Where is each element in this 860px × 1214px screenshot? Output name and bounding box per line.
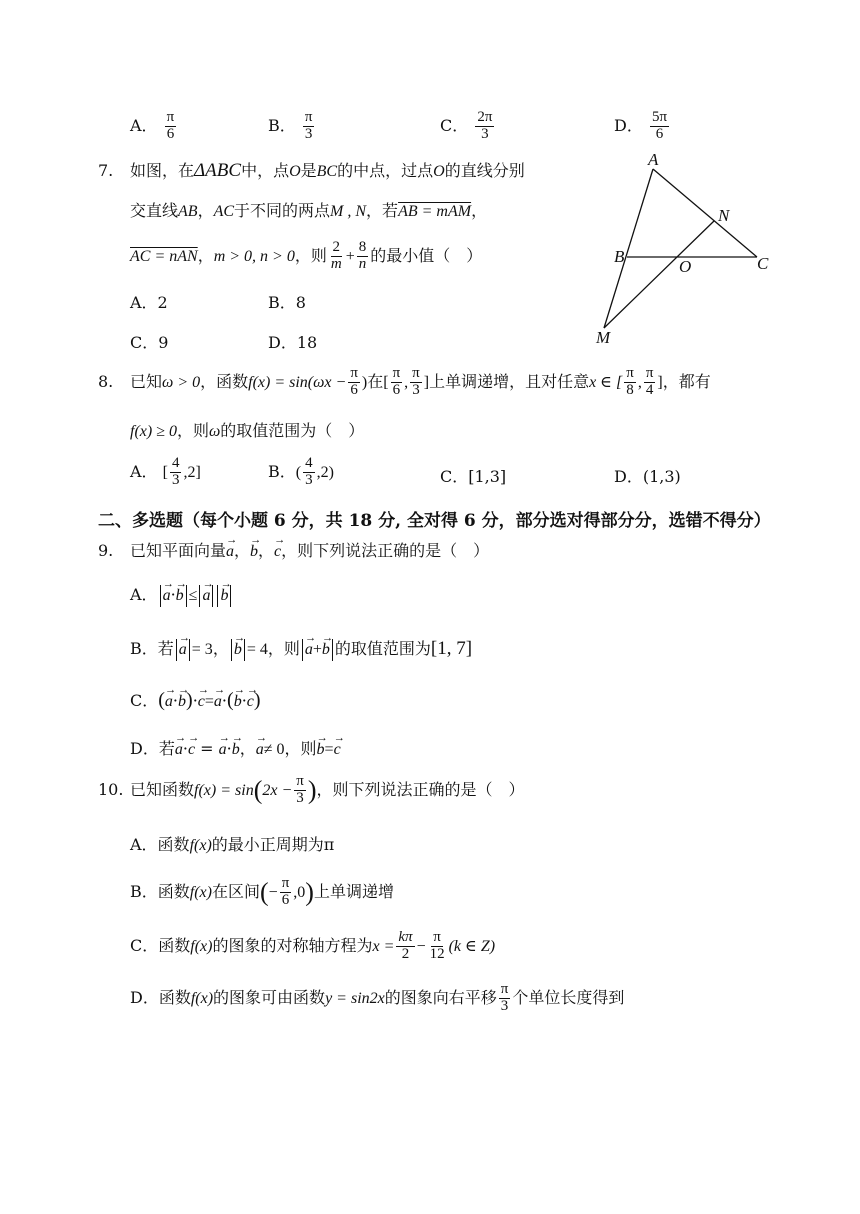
q6-option-d: D． $\frac{5\pi}{6}$ xyxy=(614,109,668,142)
q10-option-a: A．函数f(x)的最小正周期为π xyxy=(130,835,335,854)
q8-line-1: 8. 已知ω > 0，函数f(x) = sin(ωx − $\frac{\pi}{6}$ )在[ $\frac{\pi}{6}$ , $\frac{\pi}{3}$ ]上单调递增，且对任意x ∈ [ $\frac{\pi}{8}$ , $\frac{\pi}{4}$ ]，都有 xyxy=(98,365,711,398)
q10-stem: 10. 已知函数f(x) = sin(2x − $\frac{\pi}{3}$ )，则下列说法正确的是（ ） xyxy=(98,773,525,806)
label-B: B xyxy=(614,247,625,266)
q9-option-b: B．若→ a = 3，→ b = 4，则→ a+→ b 的取值范围为[1, 7] xyxy=(130,636,472,661)
q6-option-c: C． $\frac{2\pi}{3}$ xyxy=(440,109,493,142)
q6-d-fraction: $\frac{5\pi}{6}$ xyxy=(651,109,668,142)
q10-option-c: C．函数f(x)的图象的对称轴方程为x = $\frac{k\pi}{2}$ − $\frac{\pi}{12}$ (k ∈ Z) xyxy=(130,929,496,962)
q6-a-fraction: $\frac{\pi}{6}$ xyxy=(166,109,175,142)
q7-line-2: 交直线AB，AC于不同的两点M , N，若AB = mAM， xyxy=(130,201,488,220)
section-heading: 二、多选题（每个小题 6 分，共 18 分, 全对得 6 分，部分选对得部分分，选错不得分） xyxy=(98,511,771,531)
q7-option-a: A．2 xyxy=(130,293,168,312)
segment-AC xyxy=(653,169,757,257)
q9-option-c: C．(→ a·→ b)·→ c=→ a·(→ b·→ c) xyxy=(130,688,261,712)
q9-option-d: D．若→ a·→ c = → a·→ b，→ a≠ 0，则→ b=→ c xyxy=(130,736,341,759)
q7-option-d: D．18 xyxy=(268,333,318,352)
q8-option-b: B．( $\frac{4}{3}$ ,2) xyxy=(268,455,334,488)
q8-option-d: D．(1,3) xyxy=(614,467,681,486)
q6-c-fraction: $\frac{2\pi}{3}$ xyxy=(477,109,493,142)
label-M: M xyxy=(596,328,611,347)
q10-option-b: B．函数f(x)在区间(− $\frac{\pi}{6}$ ,0)上单调递增 xyxy=(130,875,394,908)
label-A: A xyxy=(648,150,659,169)
q9-stem: 9. 已知平面向量→ a，→ b，→ c，则下列说法正确的是（ ） xyxy=(98,538,489,561)
label-O: O xyxy=(679,257,692,276)
q6-b-fraction: $\frac{\pi}{3}$ xyxy=(304,109,313,142)
q8-option-a: A． [ $\frac{4}{3}$ ,2] xyxy=(130,455,201,488)
q7-option-c: C．9 xyxy=(130,333,169,352)
q7-line-1: 7. 如图，在ΔABC中，点O是BC的中点，过点O的直线分别 xyxy=(98,160,525,181)
q8-option-c: C．[1,3] xyxy=(440,467,507,486)
q6-option-a: A． $\frac{\pi}{6}$ xyxy=(130,109,175,142)
q8-line-2: f(x) ≥ 0，则ω的取值范围为（ ） xyxy=(130,421,365,440)
triangle-figure xyxy=(590,145,790,350)
q7-line-3: AC = nAN，m > 0, n > 0，则 $\frac{2}{m}$ + $\frac{8}{n}$ 的最小值（ ） xyxy=(130,239,483,272)
label-N: N xyxy=(718,206,730,225)
q10-option-d: D．函数f(x)的图象可由函数y = sin2x的图象向右平移 $\frac{\pi}{3}$ 个单位长度得到 xyxy=(130,981,625,1014)
q7-option-b: B．8 xyxy=(268,293,306,312)
q9-option-a: A．→ a·→ b ≤→ a→ b xyxy=(130,582,233,607)
label-C: C xyxy=(757,254,769,273)
q6-option-b: B． $\frac{\pi}{3}$ xyxy=(268,109,313,142)
